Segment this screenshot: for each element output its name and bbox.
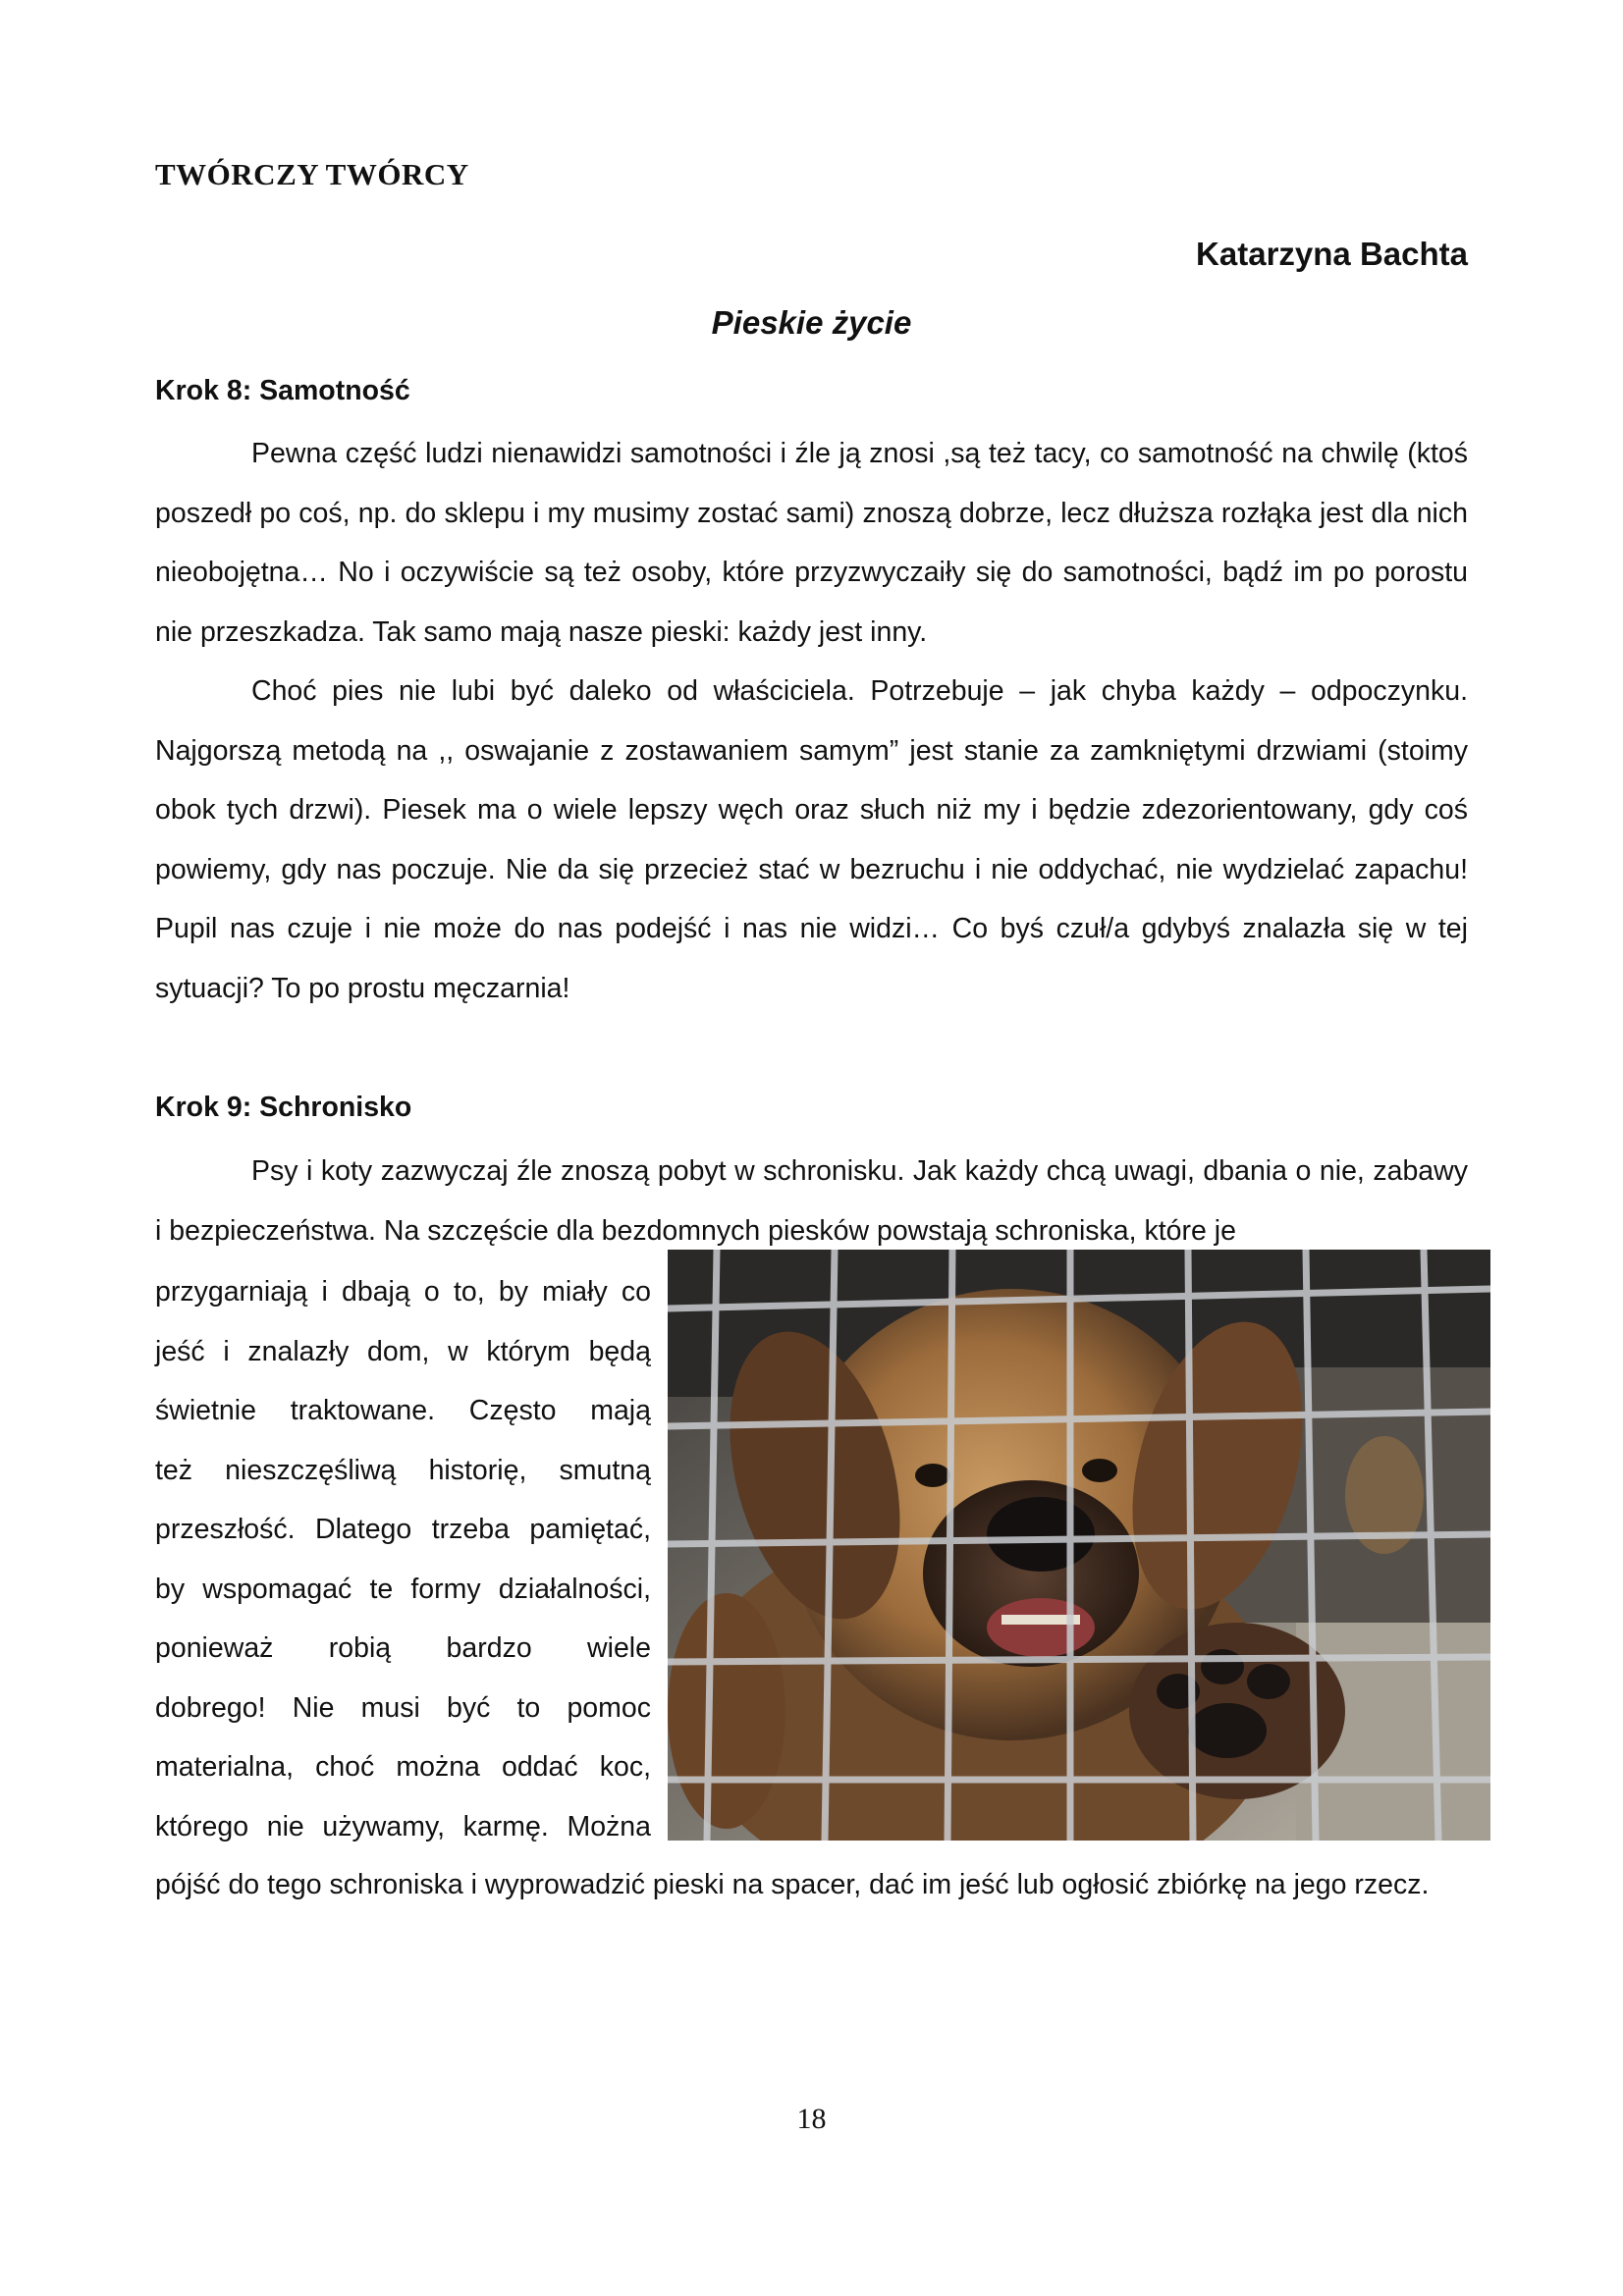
dog-behind-fence-photo xyxy=(668,1250,1490,1841)
wrapped-line: dobrego! Nie musi być to pomoc xyxy=(155,1691,651,1724)
step8-paragraph-1: Pewna część ludzi nienawidzi samotności i źle ją znosi ,są też tacy, co samotność na chwilę (ktoś poszedł po coś, np. do sklepu i my musimy zostać sami) znoszą dobrze, lecz dłuższa rozłąka jest dla nich nieobojętna… No i oczywiście są też osoby, które przyzwyczaiły się do samotności, bądź im po porostu nie przeszkadza. Tak samo mają nasze pieski: każdy jest inny. xyxy=(155,438,1468,648)
step8-paragraph-2: Choć pies nie lubi być daleko od właściciela. Potrzebuje – jak chyba każdy – odpoczynku. Najgorszą metodą na ,, oswajanie z zostawaniem samym” jest stanie za zamkniętymi drzwiami (stoimy obok tych drzwi). Piesek ma o wiele lepszy węch oraz słuch niż my i będzie zdezorientowany, gdy coś powiemy, gdy nas poczuje. Nie da się przecież stać w bezruchu i nie oddychać, nie wydzielać zapachu! Pupil nas czuje i nie może do nas podejść i nas nie widzi… Co byś czuł/a gdybyś znalazła się w tej sytuacji? To po prostu męczarnia! xyxy=(155,675,1468,1004)
wrapped-line: by wspomagać te formy działalności, xyxy=(155,1573,651,1605)
step9-intro-paragraph: Psy i koty zazwyczaj źle znoszą pobyt w schronisku. Jak każdy chcą uwagi, dbania o nie, zabawy i bezpieczeństwa. Na szczęście dla bezdomnych piesków powstają schroniska, które je xyxy=(155,1155,1468,1247)
author-name: Katarzyna Bachta xyxy=(1196,236,1468,272)
section-title: TWÓRCZY TWÓRCY xyxy=(155,157,469,191)
wrapped-line: materialna, choć można oddać koc, xyxy=(155,1751,651,1783)
wrapped-line: świetnie traktowane. Często mają xyxy=(155,1395,651,1426)
wrapped-line: jeść i znalazły dom, w którym będą xyxy=(155,1335,651,1367)
step9-wrapped-text xyxy=(155,1262,651,1856)
article-title: Pieskie życie xyxy=(711,304,912,341)
step9-closing xyxy=(155,1855,1468,1915)
wrapped-line: którego nie używamy, karmę. Można xyxy=(155,1810,651,1842)
step9-intro-block xyxy=(155,1142,1468,1260)
step8-heading: Krok 8: Samotność xyxy=(155,375,410,406)
wrapped-line: ponieważ robią bardzo wiele xyxy=(155,1632,651,1664)
step9-heading: Krok 9: Schronisko xyxy=(155,1092,412,1123)
wrapped-line: przeszłość. Dlatego trzeba pamiętać, xyxy=(155,1514,651,1545)
step8-body xyxy=(155,424,1468,1018)
wrapped-line: przygarniają i dbają o to, by miały co xyxy=(155,1276,651,1308)
page-number: 18 xyxy=(796,2103,827,2135)
wrapped-line: też nieszczęśliwą historię, smutną xyxy=(155,1454,651,1486)
step9-closing-paragraph: pójść do tego schroniska i wyprowadzić pieski na spacer, dać im jeść lub ogłosić zbiórkę na jego rzecz. xyxy=(155,1869,1430,1900)
